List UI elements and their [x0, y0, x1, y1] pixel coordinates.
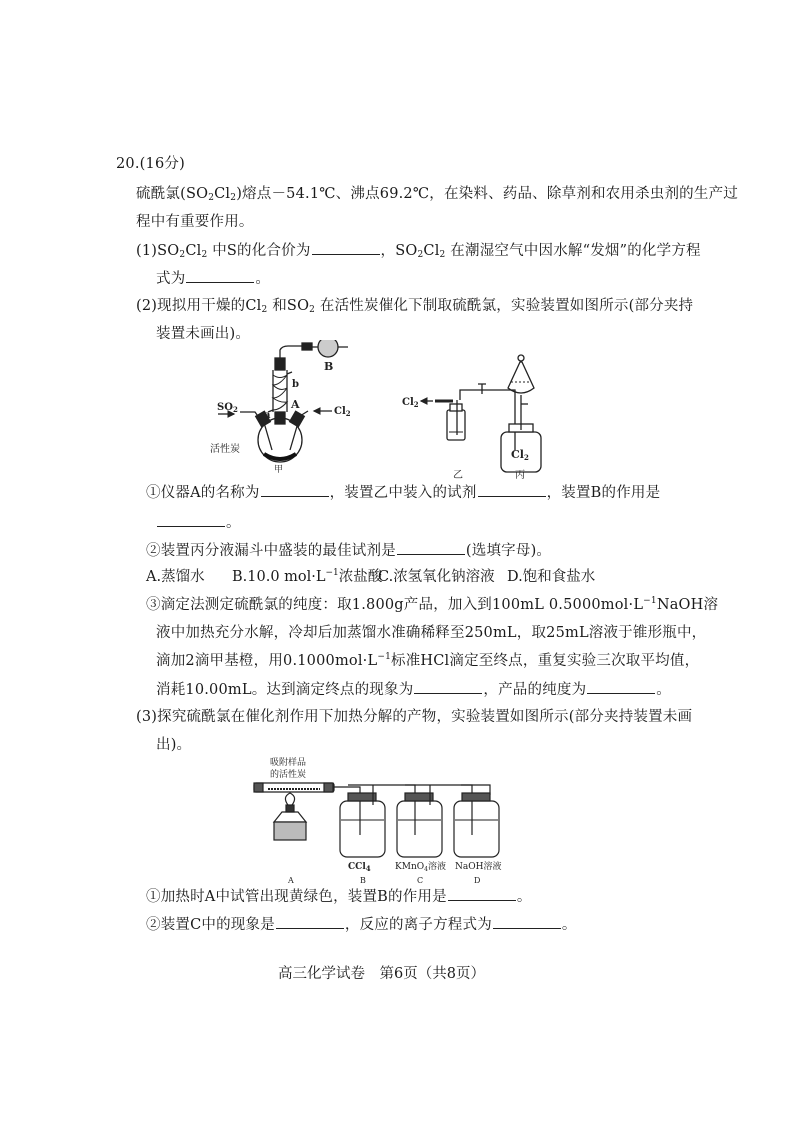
answer-blank[interactable]: [478, 482, 546, 497]
bottle-D: [454, 801, 499, 857]
label-bing: 丙: [515, 470, 525, 480]
part3-line-1: (3)探究硫酰氯在催化剂作用下加热分解的产物，实验装置如图所示(部分夹持装置未画: [136, 709, 693, 725]
sample-label-2: 的活性炭: [270, 770, 307, 780]
label-A: A: [288, 876, 294, 885]
answer-blank[interactable]: [261, 482, 329, 497]
part3-q2: ②装置C中的现象是 ，反应的离子方程式为 。: [146, 914, 577, 935]
bottle-C: [397, 801, 442, 857]
answer-blank[interactable]: [448, 886, 516, 901]
drying-tube-B: [318, 340, 338, 357]
part2-q1-line-2: 。: [156, 512, 241, 533]
lamp-stand: [274, 822, 306, 840]
label-B: B: [324, 360, 334, 373]
intro-line-2: 程中有重要作用。: [136, 214, 254, 230]
label-b: b: [292, 379, 299, 390]
answer-blank[interactable]: [414, 679, 482, 694]
middle-stopper: [275, 412, 285, 424]
part2-line-2: 装置未画出)。: [156, 326, 251, 342]
label-a: a: [264, 410, 271, 421]
part2-q3-line-3: 滴加2滴甲基橙，用$0.1000mol\cdot L^{-1}$标准HCl滴定至终点，重复实验三次取平均值，: [156, 652, 700, 669]
answer-blank[interactable]: [157, 512, 225, 527]
part2-q2: ②装置丙分液漏斗中盛装的最佳试剂是 (选填字母)。: [146, 540, 551, 561]
condenser-coil: [273, 375, 287, 410]
apparatus-yi-bing-figure: [365, 340, 575, 480]
part2-q3-line-1: ③滴定法测定硫酰氯的纯度：取1.800g产品，加入到100mL $0.5000mol\cdot L^{-1}NaOH$溶: [146, 596, 719, 613]
bottle-yi: [447, 410, 465, 440]
decomposition-apparatus-figure: [240, 755, 510, 885]
answer-blank[interactable]: [276, 914, 344, 929]
question-number: 20.: [116, 156, 140, 172]
intro-line-1: 硫酰氯$(SO_2Cl_2)$熔点－54.1℃、沸点69.2℃，在染料、药品、除草剂和农用杀虫剂的生产过: [136, 186, 738, 203]
separatory-funnel: [508, 362, 534, 393]
label-Cl2: $Cl_2$: [334, 406, 351, 418]
part2-line-1: (2)现拟用干燥的$Cl_2$ 和$SO_2$ 在活性炭催化下制取硫酰氯，实验装置如图所示(部分夹持: [136, 298, 694, 315]
label-A: A: [291, 398, 300, 411]
condenser-top-stopper: [275, 358, 285, 370]
part2-q1-line-1: ①仪器A的名称为 ，装置乙中装入的试剂 ，装置B的作用是: [146, 482, 660, 503]
label-C: C: [417, 876, 424, 885]
carbon-layer: [264, 454, 296, 459]
page-footer: 高三化学试卷 第6页（共8页）: [278, 966, 485, 982]
label-Cl2-out: $Cl_2$: [402, 397, 419, 409]
sample-label-1: 吸附样品: [270, 758, 307, 768]
answer-blank[interactable]: [186, 268, 254, 283]
alcohol-lamp: [274, 812, 306, 822]
label-Cl2-bottle: Cl2: [511, 448, 529, 462]
option-C[interactable]: C.浓氢氧化钠溶液: [378, 569, 495, 585]
label-activated-carbon: 活性炭: [210, 444, 240, 455]
question-header: [116, 154, 185, 174]
flame: [285, 793, 294, 805]
part2-q3-line-4: 消耗10.00mL。达到滴定终点的现象为 ，产品的纯度为 。: [156, 679, 671, 700]
reaction-tube: [254, 783, 334, 792]
reagent-C: KMnO$_4$溶液: [395, 862, 446, 873]
answer-blank[interactable]: [312, 240, 380, 255]
part3-q1: ①加热时A中试管出现黄绿色，装置B的作用是 。: [146, 886, 532, 907]
part1-line-2: 式为 。: [156, 268, 270, 289]
label-B: B: [360, 876, 366, 885]
bottle-B: [340, 801, 385, 857]
label-D: D: [474, 876, 481, 885]
apparatus-jia-figure: [210, 340, 370, 475]
part2-q3-line-2: 液中加热充分水解，冷却后加蒸馏水准确稀释至250mL，取25mL溶液于锥形瓶中，: [156, 625, 707, 641]
question-points: (16分): [139, 156, 185, 172]
label-jia: 甲: [274, 465, 284, 475]
option-D[interactable]: D.饱和食盐水: [507, 569, 596, 585]
part3-line-2: 出)。: [156, 737, 192, 753]
reagent-D: NaOH溶液: [455, 862, 502, 872]
reagent-B: CCl$_4$: [348, 862, 371, 873]
label-SO2: $SO_2$: [217, 402, 238, 414]
option-A[interactable]: A.蒸馏水: [146, 569, 205, 585]
part1-line-1: $(1)SO_2Cl_2$ 中S的化合价为 ，$SO_2Cl_2$ 在潮湿空气中因水解“发烟”的化学方程: [136, 240, 701, 261]
answer-blank[interactable]: [397, 540, 465, 555]
answer-blank[interactable]: [493, 914, 561, 929]
answer-blank[interactable]: [587, 679, 655, 694]
label-yi: 乙: [453, 470, 463, 480]
option-B[interactable]: B.10.0 $mol\cdot L^{-1}$浓盐酸: [232, 568, 383, 585]
